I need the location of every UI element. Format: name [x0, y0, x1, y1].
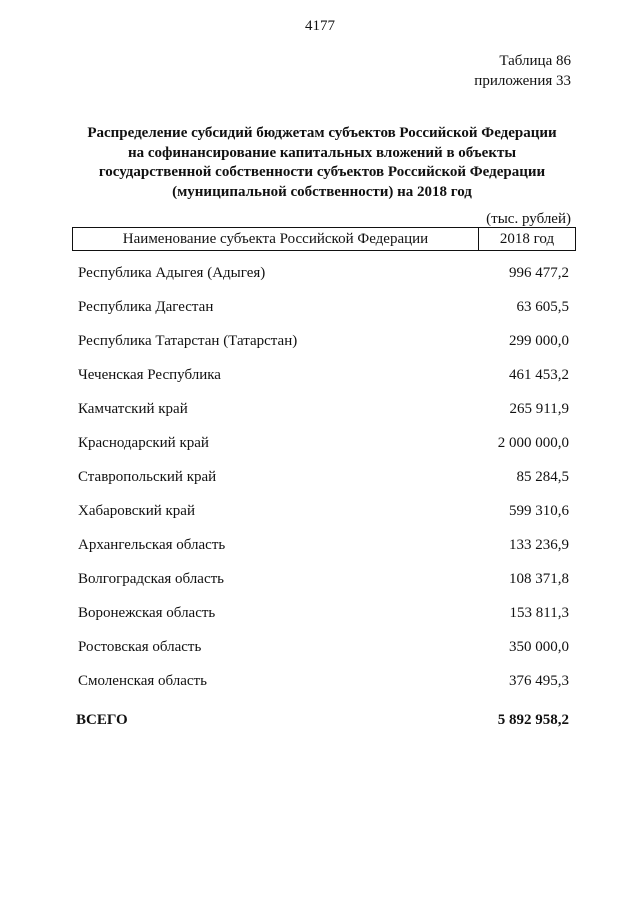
row-value: 63 605,5	[516, 299, 569, 315]
table-row	[78, 333, 569, 353]
row-value: 85 284,5	[516, 469, 569, 485]
units-label: (тыс. рублей)	[486, 211, 571, 227]
table-row	[78, 673, 569, 693]
table-row	[78, 639, 569, 659]
row-name: Чеченская Республика	[78, 367, 221, 383]
table-row	[78, 469, 569, 489]
title-line-1: Распределение субсидий бюджетам субъектов Российской Федерации	[87, 125, 557, 141]
table-header	[72, 227, 576, 251]
title-line-4: (муниципальной собственности) на 2018 год	[172, 183, 472, 200]
total-value: 5 892 958,2	[497, 712, 569, 728]
row-value: 265 911,9	[509, 401, 569, 417]
table-row	[78, 571, 569, 591]
total-label: ВСЕГО	[76, 712, 128, 728]
row-name: Воронежская область	[78, 605, 216, 621]
row-name: Волгоградская область	[78, 571, 224, 587]
table-reference: Таблица 86	[499, 53, 571, 69]
header-year: 2018 год	[499, 231, 555, 247]
row-name: Республика Татарстан (Татарстан)	[78, 333, 298, 349]
table-row	[78, 605, 569, 625]
row-name: Республика Дагестан	[78, 299, 214, 315]
table-row	[78, 299, 569, 319]
table-row	[78, 503, 569, 523]
row-value: 376 495,3	[509, 673, 569, 689]
row-value: 996 477,2	[509, 265, 569, 281]
header-subject-name: Наименование субъекта Российской Федерации	[73, 228, 479, 250]
row-name: Краснодарский край	[78, 435, 209, 451]
row-value: 153 811,3	[509, 605, 569, 621]
row-value: 133 236,9	[509, 537, 569, 553]
row-name: Хабаровский край	[78, 503, 195, 519]
title-line-2: на софинансирование капитальных вложений в объекты	[127, 144, 517, 161]
table-row	[78, 435, 569, 455]
appendix-reference: приложения 33	[474, 73, 571, 89]
row-name: Республика Адыгея (Адыгея)	[78, 265, 266, 281]
row-name: Архангельская область	[78, 537, 226, 553]
row-value: 299 000,0	[509, 333, 569, 349]
total-row	[76, 712, 569, 732]
row-value: 599 310,6	[509, 503, 569, 519]
row-value: 2 000 000,0	[497, 435, 569, 451]
document-title	[40, 124, 604, 202]
row-name: Камчатский край	[78, 401, 188, 417]
row-name: Смоленская область	[78, 673, 207, 689]
page-number: 4177	[305, 18, 335, 34]
table-row	[78, 265, 569, 285]
row-value: 350 000,0	[509, 639, 569, 655]
row-name: Ставропольский край	[78, 469, 217, 485]
table-row	[78, 537, 569, 557]
row-value: 108 371,8	[509, 571, 569, 587]
table-row	[78, 401, 569, 421]
row-name: Ростовская область	[78, 639, 202, 655]
table-row	[78, 367, 569, 387]
title-line-3: государственной собственности субъектов Российской Федерации	[98, 164, 546, 180]
row-value: 461 453,2	[509, 367, 569, 383]
